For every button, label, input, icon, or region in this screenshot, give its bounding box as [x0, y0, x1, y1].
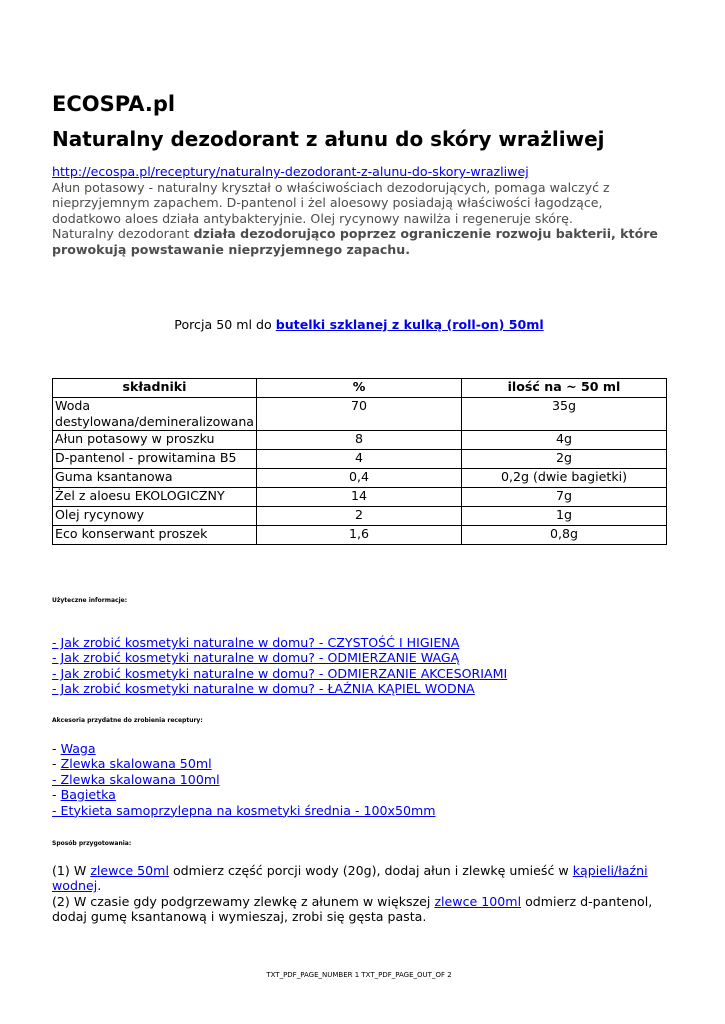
step-1-beaker-50-link[interactable]: zlewce 50ml [90, 863, 169, 878]
ingredient-name: Olej rycynowy [53, 507, 257, 526]
table-row [53, 507, 667, 526]
ingredient-percent: 70 [257, 398, 462, 431]
ingredient-amount: 2g [462, 450, 667, 469]
list-dash: - [52, 756, 61, 772]
ingredient-name: Guma ksantanowa [53, 469, 257, 488]
ingredient-name: Woda destylowana/demineralizowana [53, 398, 257, 431]
ingredient-amount: 7g [462, 488, 667, 507]
header-amount: ilość na ~ 50 ml [462, 379, 667, 398]
ingredient-percent: 1,6 [257, 526, 462, 545]
ingredient-amount: 0,8g [462, 526, 667, 545]
useful-link-accessories[interactable]: - Jak zrobić kosmetyki naturalne w domu? - ODMIERZANIE AKCESORIAMI [52, 665, 508, 681]
bottle-link[interactable]: butelki szklanej z kulką (roll-on) 50ml [275, 317, 544, 332]
table-row [53, 526, 667, 545]
step-2-beaker-100-link[interactable]: zlewce 100ml [434, 893, 522, 909]
ingredient-amount: 1g [462, 507, 667, 526]
ingredient-amount: 0,2g (dwie bagietki) [462, 469, 667, 488]
ingredients-table [52, 378, 667, 545]
list-dash: - [52, 787, 61, 803]
portion-prefix: Porcja 50 ml do [174, 317, 276, 332]
list-item [52, 681, 666, 696]
list-item [52, 787, 666, 802]
recipe-url-link[interactable]: http://ecospa.pl/receptury/naturalny-dezodorant-z-alunu-do-skory-wrazliwej [52, 164, 529, 179]
intro-paragraph-2-bold: działa dezodorująco poprzez ograniczenie rozwoju bakterii, które prowokują powstawanie nieprzyjemnego zapachu. [52, 226, 658, 257]
list-item [52, 803, 666, 818]
table-row [53, 488, 667, 507]
page-footer: TXT_PDF_PAGE_NUMBER 1 TXT_PDF_PAGE_OUT_OF 2 [266, 971, 452, 979]
preparation-steps [52, 863, 666, 925]
useful-link-cleanliness[interactable]: - Jak zrobić kosmetyki naturalne w domu? - CZYSTOŚĆ I HIGIENA [52, 635, 460, 650]
step-1 [52, 863, 666, 894]
header-percent: % [257, 379, 462, 398]
ingredient-percent: 2 [257, 507, 462, 526]
list-item [52, 741, 666, 756]
table-row [53, 398, 667, 431]
ingredient-name: D-pantenol - prowitamina B5 [53, 450, 257, 469]
step-2-text-a: (2) W czasie gdy podgrzewamy zlewkę z ałunem w większej [52, 893, 435, 909]
step-1-text-b: odmierz część porcji wody (20g), dodaj ałun i zlewkę umieść w [168, 863, 573, 878]
ingredient-percent: 4 [257, 450, 462, 469]
list-dash: - [52, 741, 61, 756]
ingredient-percent: 8 [257, 431, 462, 450]
list-item [52, 650, 666, 665]
step-1-water-bath-link[interactable]: kąpieli/łaźni wodnej [52, 863, 648, 894]
step-1-text-c: . [97, 878, 102, 894]
ingredient-amount: 35g [462, 398, 667, 431]
ingredient-amount: 4g [462, 431, 667, 450]
accessories-heading: Akcesoria przydatne do zrobienia receptury: [52, 717, 203, 724]
recipe-title: Naturalny dezodorant z ałunu do skóry wrażliwej [52, 127, 605, 151]
accessory-link-beaker-50[interactable]: Zlewka skalowana 50ml [60, 756, 212, 772]
useful-info-list [52, 635, 666, 697]
preparation-heading: Sposób przygotowania: [52, 840, 132, 847]
accessory-link-scale[interactable]: Waga [60, 741, 96, 756]
useful-info-heading: Użyteczne informacje: [52, 597, 128, 604]
intro-paragraph-2-plain: Naturalny dezodorant [52, 226, 194, 242]
ingredient-percent: 0,4 [257, 469, 462, 488]
step-1-text-a: (1) W [52, 863, 91, 878]
useful-link-water-bath[interactable]: - Jak zrobić kosmetyki naturalne w domu? - ŁAŹNIA KĄPIEL WODNA [52, 681, 475, 697]
step-2 [52, 894, 666, 925]
accessory-link-label[interactable]: - Etykieta samoprzylepna na kosmetyki średnia - 100x50mm [52, 802, 436, 818]
site-title: ECOSPA.pl [52, 92, 176, 116]
accessory-link-stirring-rod[interactable]: Bagietka [60, 787, 116, 803]
accessory-link-beaker-100[interactable]: - Zlewka skalowana 100ml [52, 771, 220, 787]
ingredient-percent: 14 [257, 488, 462, 507]
list-item [52, 772, 666, 787]
header-ingredients: składniki [53, 379, 257, 398]
ingredient-name: Ałun potasowy w proszku [53, 431, 257, 450]
intro-paragraph-1: Ałun potasowy - naturalny kryształ o właściwościach dezodorujących, pomaga walczyć z nieprzyjemnym zapachem. D-pantenol i żel aloesowy posiadają właściwości łagodzące, dodatkowo aloes działa antybakteryjnie. Olej rycynowy nawilża i regeneruje skórę. [52, 179, 610, 226]
table-row [53, 469, 667, 488]
table-row [53, 450, 667, 469]
portion-line [52, 317, 666, 332]
useful-link-scale[interactable]: - Jak zrobić kosmetyki naturalne w domu? - ODMIERZANIE WAGĄ [52, 650, 460, 666]
intro-section [52, 164, 666, 258]
accessories-list [52, 741, 666, 818]
step-2-text-b: odmierz d-pantenol, dodaj gumę ksantanową i wymieszaj, zrobi się gęsta pasta. [52, 893, 653, 925]
ingredient-name: Żel z aloesu EKOLOGICZNY [53, 488, 257, 507]
list-item [52, 635, 666, 650]
list-item [52, 756, 666, 771]
ingredient-name: Eco konserwant proszek [53, 526, 257, 545]
list-item [52, 666, 666, 681]
table-row [53, 431, 667, 450]
table-header-row [53, 379, 667, 398]
